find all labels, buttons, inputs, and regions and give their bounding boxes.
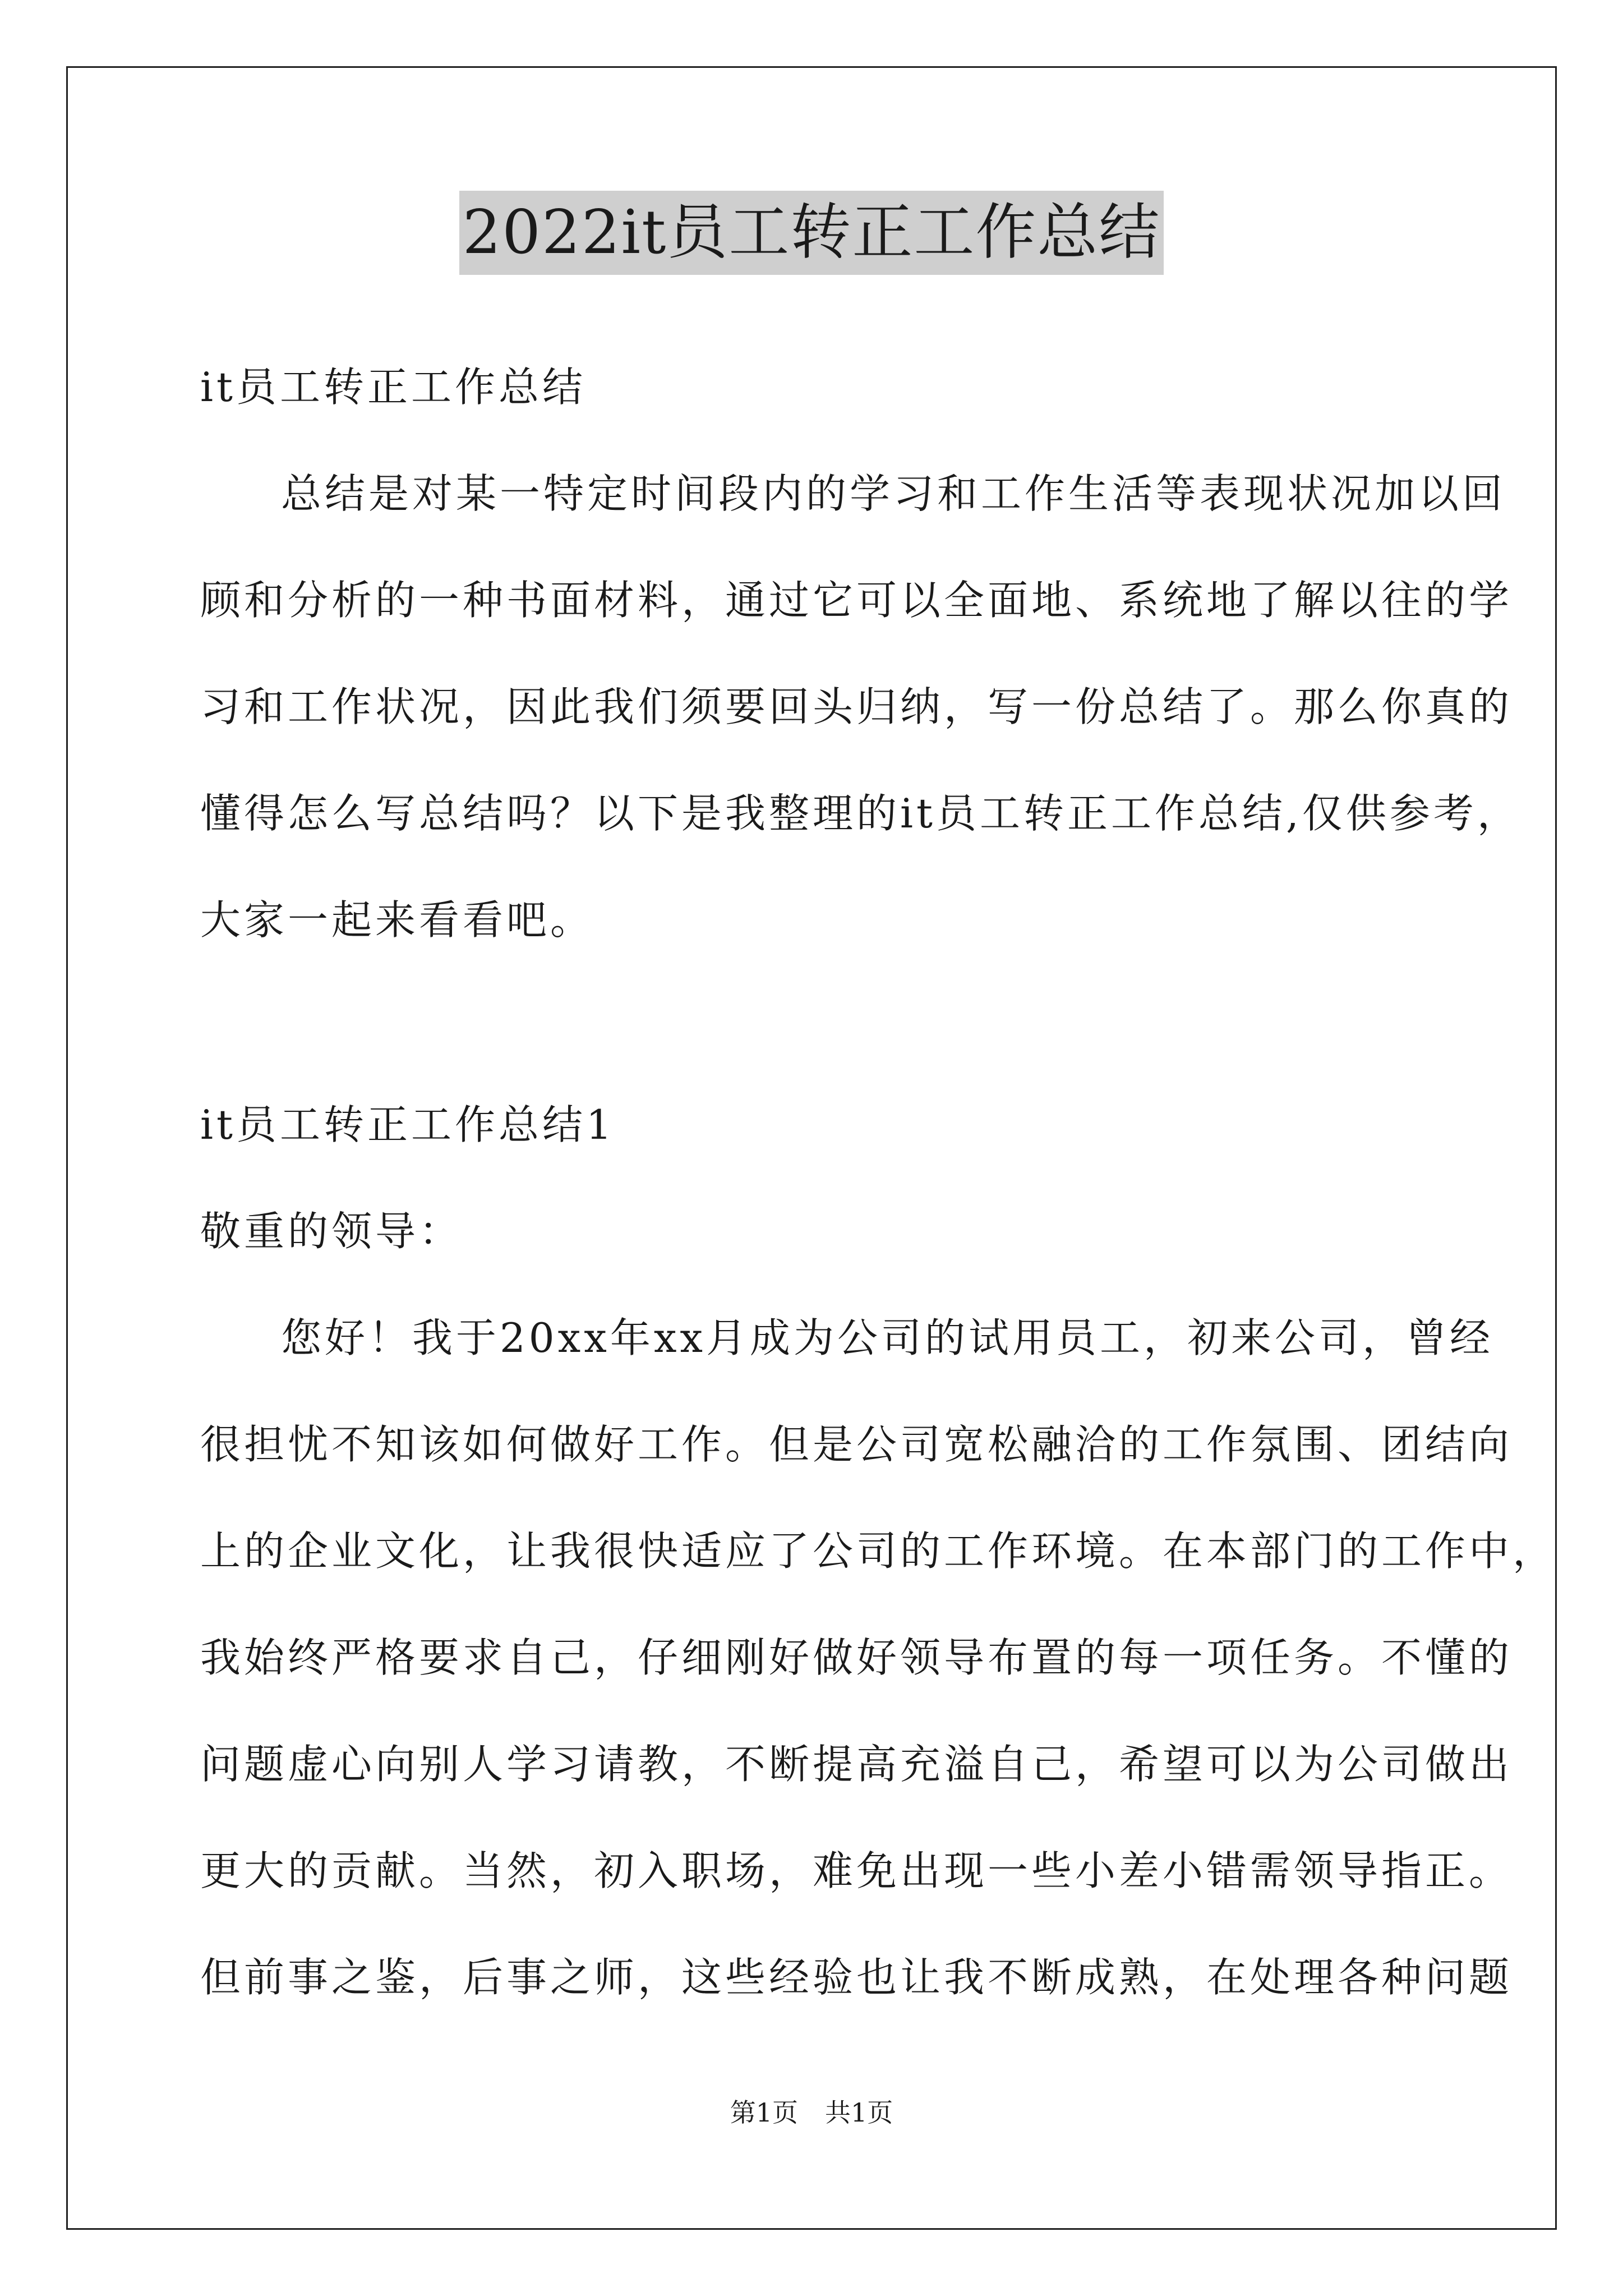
document-title: 2022it员工转正工作总结	[459, 191, 1164, 275]
title-container	[0, 191, 1623, 275]
section-heading: it员工转正工作总结1	[200, 1101, 615, 1148]
body-line: 我始终严格要求自己，仔细刚好做好领导布置的每一项任务。不懂的	[200, 1634, 1513, 1681]
paragraph-gap	[200, 973, 1434, 1071]
page-number-current: 第1页	[730, 2097, 798, 2128]
salutation: 敬重的领导：	[200, 1208, 463, 1255]
body-line: 问题虚心向别人学习请教，不断提高充溢自己，希望可以为公司做出	[200, 1741, 1513, 1788]
intro-line: 总结是对某一特定时间段内的学习和工作生活等表现状况加以回	[281, 470, 1506, 517]
body-line: 上的企业文化，让我很快适应了公司的工作环境。在本部门的工作中，	[200, 1527, 1557, 1575]
page-number-total: 共1页	[825, 2097, 893, 2128]
body-line: 很担忧不知该如何做好工作。但是公司宽松融洽的工作氛围、团结向	[200, 1421, 1513, 1468]
intro-line: 习和工作状况，因此我们须要回头归纳，写一份总结了。那么你真的	[200, 683, 1513, 730]
body-line: 更大的贡献。当然，初入职场，难免出现一些小差小错需领导指正。	[200, 1847, 1513, 1894]
page-footer	[0, 2096, 1623, 2129]
intro-line: 懂得怎么写总结吗？以下是我整理的it员工转正工作总结,仅供参考，	[200, 790, 1521, 837]
body-line: 您好！我于20xx年xx月成为公司的试用员工，初来公司，曾经	[281, 1314, 1494, 1361]
body-line: 但前事之鉴，后事之师，这些经验也让我不断成熟，在处理各种问题	[200, 1954, 1513, 2001]
document-body	[200, 334, 1557, 2031]
intro-line: 顾和分析的一种书面材料，通过它可以全面地、系统地了解以往的学	[200, 577, 1513, 624]
intro-line: 大家一起来看看吧。	[200, 896, 594, 944]
subtitle: it员工转正工作总结	[200, 364, 586, 411]
